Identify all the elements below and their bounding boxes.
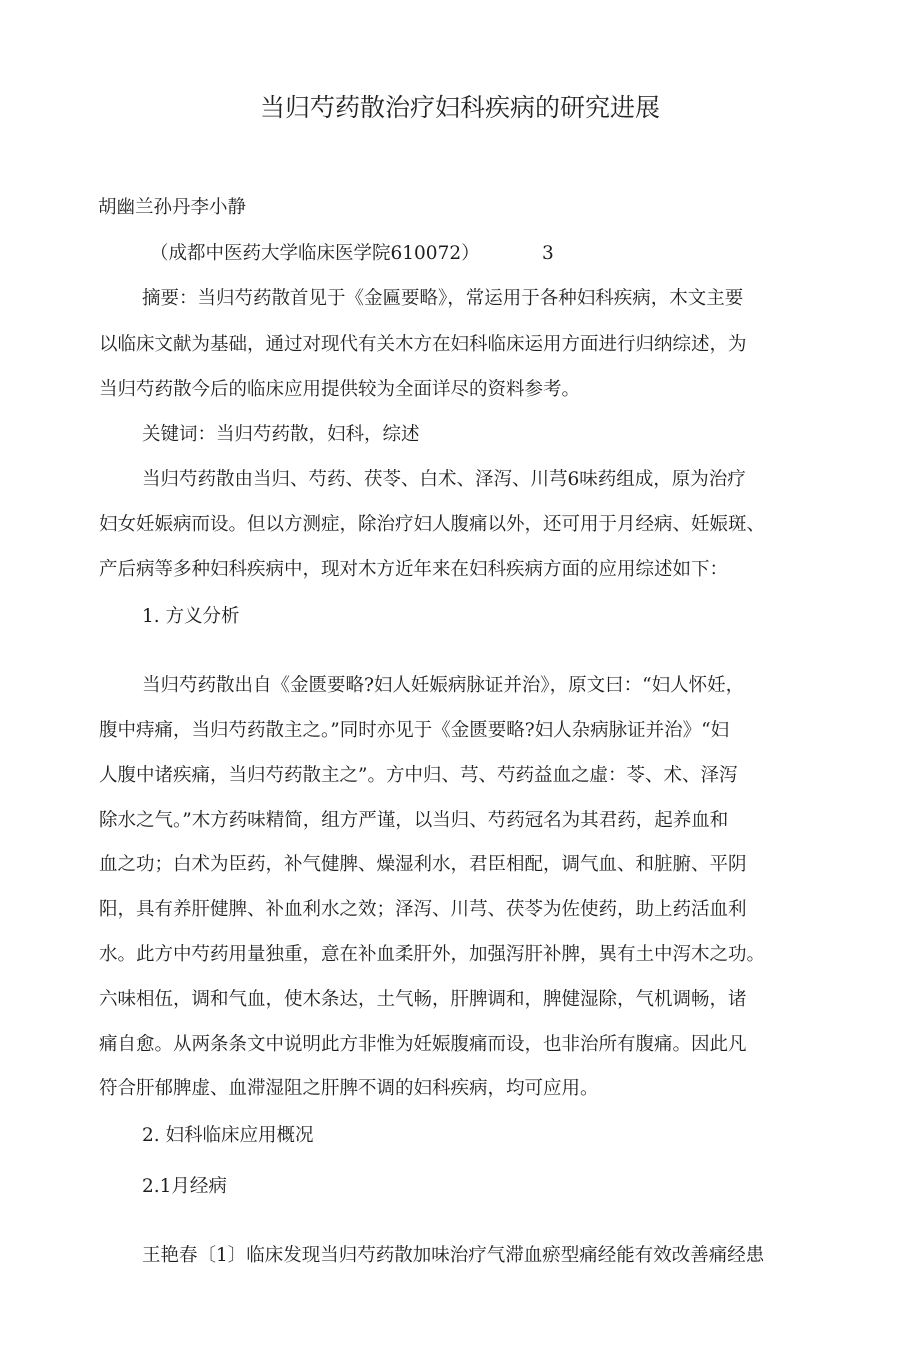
section-1-line-9: 痛自愈。从两条条文中说明此方非惟为妊娠腹痛而设，也非治所有腹痛。因此凡 — [99, 1034, 747, 1055]
section-1-line-2: 腹中痔痛，当归芍药散主之。”同时亦见于《金匮要略?妇人杂病脉证并治》“妇 — [99, 720, 730, 741]
affiliation-note: 3 — [542, 243, 554, 264]
keywords: 关键词：当归芍药散，妇科，综述 — [142, 424, 420, 445]
abstract-line-3: 当归芍药散今后的临床应用提供较为全面详尽的资料参考。 — [99, 379, 581, 400]
section-1-line-10: 符合肝郁脾虚、血滞湿阻之肝脾不调的妇科疾病，均可应用。 — [99, 1078, 599, 1099]
section-1-line-7: 水。此方中芍药用量独重，意在补血柔肝外，加强泻肝补脾，異有土中泻木之功。 — [99, 944, 766, 965]
abstract-line-2: 以临床文献为基础，通过对现代有关木方在妇科临床运用方面进行归纳综述，为 — [99, 334, 747, 355]
abstract-line-1: 摘要：当归芍药散首见于《金匾要略》，常运用于各种妇科疾病，木文主要 — [142, 288, 744, 309]
section-1-line-3: 人腹中诸疾痛，当归芍药散主之”。方中归、芎、芍药益血之虛：苓、术、泽泻 — [99, 765, 738, 786]
section-2-1-line-1: 王艳春〔1〕临床发现当归芍药散加味治疗气滞血瘀型痛经能有效改善痛经患 — [142, 1245, 765, 1266]
section-1-line-1: 当归芍药散出自《金匮要略?妇人妊娠病脉证并治》，原文曰：“妇人怀妊， — [142, 675, 745, 696]
intro-line-2: 妇女妊娠病而设。但以方测症，除治疗妇人腹痛以外，还可用于月经病、妊娠斑、 — [99, 514, 766, 535]
section-1-heading: 1. 方义分析 — [142, 606, 240, 627]
authors: 胡幽兰孙丹李小静 — [98, 197, 247, 218]
section-2-heading: 2. 妇科临床应用概况 — [142, 1125, 314, 1146]
document-title: 当归芍药散治疗妇科疾病的研究进展 — [259, 93, 660, 122]
intro-line-1: 当归芍药散由当归、芍药、茯苓、白术、泽泻、川芎6味药组成，原为治疗 — [142, 469, 746, 490]
section-2-1-heading: 2.1月经病 — [142, 1176, 227, 1197]
intro-line-3: 产后病等多种妇科疾病中，现对木方近年来在妇科疾病方面的应用综述如下： — [99, 559, 729, 580]
section-1-line-6: 阳，具有养肝健脾、补血利水之效；泽泻、川芎、茯苓为佐使药，助上药活血利 — [99, 899, 747, 920]
section-1-line-5: 血之功；白术为臣药，补气健脾、燥湿利水，君臣相配，调气血、和脏腑、平阴 — [99, 854, 747, 875]
affiliation: （成都中医药大学临床医学院610072） — [150, 243, 480, 264]
section-1-line-8: 六味相伍，调和气血，使木条达，土气畅，肝脾调和，脾健湿除，气机调畅，诸 — [99, 989, 747, 1010]
section-1-line-4: 除水之气。”木方药味精简，组方严谨，以当归、芍药冠名为其君药，起养血和 — [99, 810, 729, 831]
